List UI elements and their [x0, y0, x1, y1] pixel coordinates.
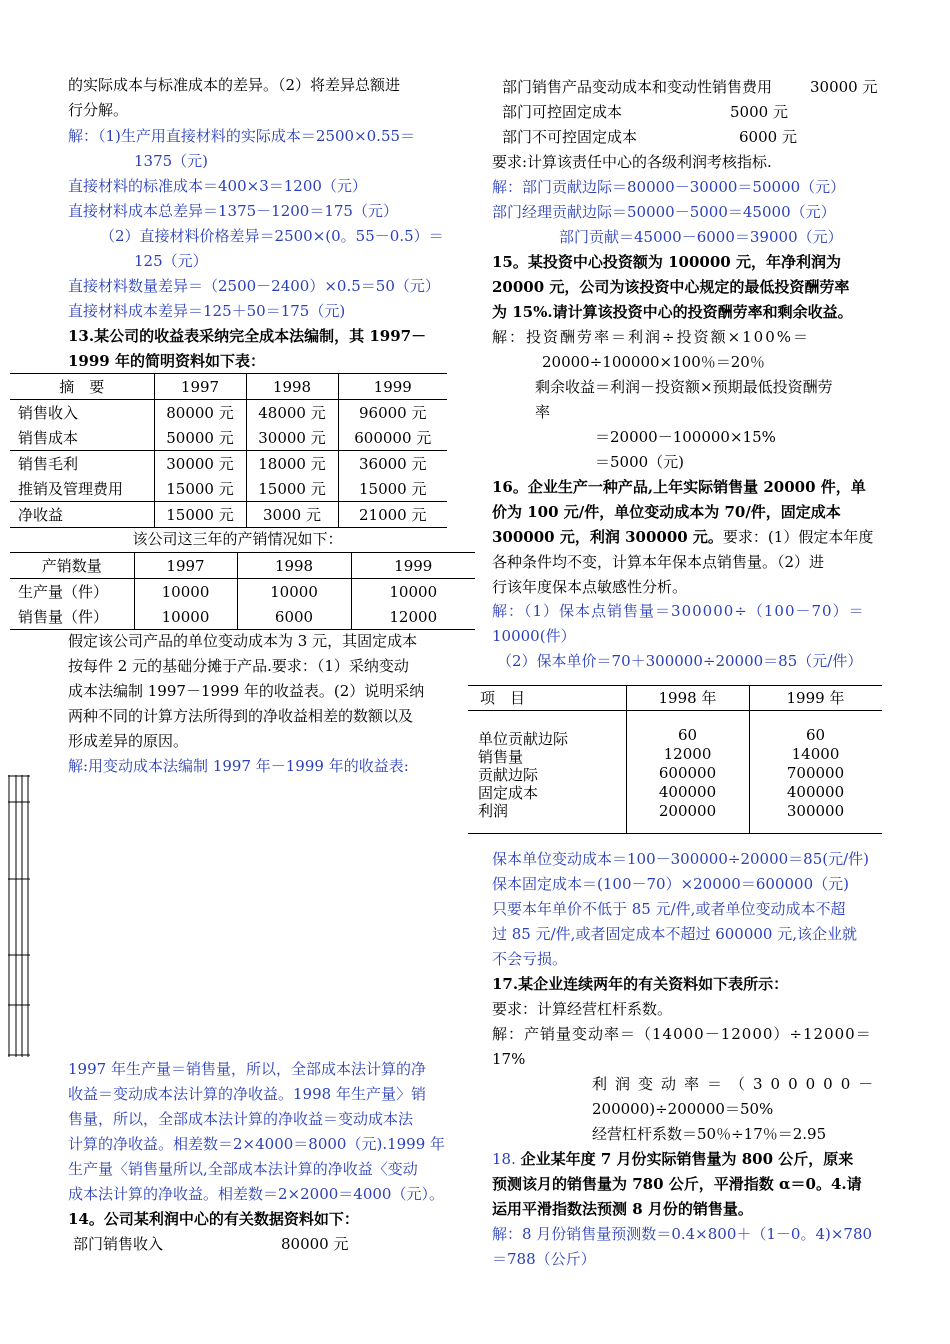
table-header: 1997: [154, 374, 246, 400]
question-15: 15。某投资中心投资额为 100000 元，年净利润为: [492, 253, 841, 271]
solution-line: 解：8 月份销售量预测数＝0.4×800＋（1－0。4)×780: [492, 1225, 873, 1243]
table-cell: 销售毛利: [18, 455, 79, 473]
table-cell: 固定成本: [478, 784, 539, 802]
table-header: 1999: [338, 374, 447, 400]
table-cell: 30000 元: [154, 451, 246, 477]
solution-line: 保本单位变动成本＝100－300000÷20000＝85(元/件): [492, 850, 870, 868]
solution-line: 过 85 元/件,或者固定成本不超过 600000 元,该企业就: [492, 925, 858, 943]
table-cell: 10000: [134, 579, 237, 605]
solution-line: 直接材料数量差异＝（2500－2400）×0.5＝50（元）: [68, 277, 440, 295]
text-line: 形成差异的原因。: [68, 732, 189, 750]
solution-line: 收益＝变动成本法计算的净收益。1998 年生产量〉销: [68, 1085, 426, 1103]
text-line: 的实际成本与标准成本的差异。（2）将差异总额进: [68, 76, 401, 94]
table-label-column: [478, 730, 568, 820]
data-label: 部门销售产品变动成本和变动性销售费用: [502, 78, 773, 96]
table-cell: 15000 元: [154, 476, 246, 502]
question-18: 运用平滑指数法预测 8 月份的销售量。: [492, 1200, 753, 1218]
table-cell: 贡献边际: [478, 766, 539, 784]
text-line: 行分解。: [68, 101, 129, 119]
solution-line: 部门贡献＝45000－6000＝39000（元）: [559, 228, 843, 246]
sensitivity-table: [468, 685, 882, 834]
solution-line: 直接材料成本总差异＝1375－1200＝175（元）: [68, 202, 398, 220]
text-line: 利润变动率＝（300000－: [592, 1075, 882, 1093]
text-line: 200000)÷200000＝50%: [592, 1100, 774, 1118]
solution-line: 直接材料的标准成本＝400×3＝1200（元）: [68, 177, 367, 195]
question-14: 14。公司某利润中心的有关数据资料如下：: [68, 1210, 359, 1228]
table-cell: 36000 元: [338, 451, 447, 477]
table-cell: 200000: [658, 802, 717, 820]
data-label: 部门不可控固定成本: [502, 128, 638, 146]
table-cell: 10000: [351, 579, 475, 605]
table-cell: 销售成本: [18, 429, 79, 447]
table-cell: 单位贡献边际: [478, 730, 569, 748]
question-18: 预测该月的销售量为 780 公斤，平滑指数 α＝0。4.请: [492, 1175, 862, 1193]
table-cell: 销售收入: [18, 404, 79, 422]
text-line: 各种条件均不变，计算本年保本点销售量。（2）进: [492, 553, 825, 571]
table-cell: 48000 元: [246, 400, 338, 426]
table-cell: 10000: [237, 579, 351, 605]
table-cell: 6000: [237, 604, 351, 630]
solution-line: 1375（元): [134, 152, 209, 170]
table-cell: 12000: [663, 745, 712, 763]
table-1998-column: [626, 726, 749, 821]
question-13: 1999 年的简明资料如下表：: [68, 352, 265, 370]
solution-line: 10000(件）: [492, 627, 576, 645]
question-17: 17.某企业连续两年的有关资料如下表所示：: [492, 975, 789, 993]
table-cell: 12000: [351, 604, 475, 630]
data-value: 6000 元: [739, 128, 797, 146]
text-line: ＝20000－100000×15%: [595, 428, 776, 446]
table-header: 项 目: [480, 689, 526, 707]
table-cell: 15000 元: [338, 476, 447, 502]
table-header: 1999 年: [786, 689, 845, 707]
solution-line: 成本法计算的净收益。相差数＝2×2000＝4000（元）。: [68, 1185, 444, 1203]
table-header: 1998: [237, 553, 351, 579]
table-header: 1999: [351, 553, 475, 579]
text-line: 按每件 2 元的基础分摊于产品.要求：（1）采纳变动: [68, 657, 409, 675]
table-cell: 净收益: [18, 506, 64, 524]
solution-line: （2）直接材料价格差异＝2500×(0。55－0.5）＝: [100, 227, 444, 245]
table-cell: 96000 元: [338, 400, 447, 426]
text-line: 解：产销量变动率＝（14000－12000）÷12000＝: [492, 1025, 872, 1043]
data-value: 80000 元: [281, 1235, 349, 1253]
data-value: 30000 元: [810, 78, 878, 96]
question-16-text: 要求：(1）假定本年度: [722, 528, 874, 546]
text-line: 率: [535, 403, 551, 421]
solution-line: 计算的净收益。相差数＝2×4000＝8000（元).1999 年: [68, 1135, 446, 1153]
solution-line: 生产量〈销售量所以,全部成本法计算的净收益〈变动: [68, 1160, 418, 1178]
question-16: 价为 100 元/件，单位变动成本为 70/件，固定成本: [492, 503, 841, 521]
table-cell: 300000: [786, 802, 845, 820]
solution-line: 解:用变动成本法编制 1997 年－1999 年的收益表:: [68, 757, 409, 775]
text-line: 剩余收益＝利润－投资额×预期最低投资酬劳: [535, 378, 833, 396]
data-value: 5000 元: [730, 103, 788, 121]
text-line: 假定该公司产品的单位变动成本为 3 元，其固定成本: [68, 632, 418, 650]
question-16: 16。企业生产一种产品,上年实际销售量 20000 件，单: [492, 478, 866, 496]
table-cell: 生产量（件）: [18, 583, 109, 601]
table-cell: 销售量: [478, 748, 524, 766]
text-line: 要求:计算该责任中心的各级利润考核指标.: [492, 153, 772, 171]
solution-line: 解：（1）保本点销售量＝300000÷（100－70）＝: [492, 602, 865, 620]
table-header: 1997: [134, 553, 237, 579]
solution-line: 解：部门贡献边际＝80000－30000＝50000（元）: [492, 178, 846, 196]
table-header: 摘 要: [59, 378, 105, 396]
table-cell: 60: [677, 726, 698, 744]
table-cell: 销售量（件）: [18, 608, 109, 626]
table-header: 1998: [246, 374, 338, 400]
table-cell: 600000: [658, 764, 717, 782]
table-cell: 10000: [134, 604, 237, 630]
table-cell: 推销及管理费用: [18, 480, 124, 498]
question-18-number: 18.: [492, 1150, 516, 1168]
question-15: 20000 元，公司为该投资中心规定的最低投资酬劳率: [492, 278, 850, 296]
income-table: [10, 373, 447, 528]
solution-line: 售量，所以，全部成本法计算的净收益＝变动成本法: [68, 1110, 414, 1128]
question-13: 13.某公司的收益表采纳完全成本法编制，其 1997－: [68, 327, 427, 345]
table-header: 产销数量: [41, 557, 102, 575]
text-line: 20000÷100000×100％＝20％: [542, 353, 765, 371]
text-line: ＝5000（元): [595, 453, 685, 471]
question-16: 300000 元，利润 300000 元。: [492, 528, 723, 546]
table-cell: 15000 元: [246, 476, 338, 502]
data-label: 部门销售收入: [73, 1235, 164, 1253]
table-border-remnant: [8, 775, 32, 1057]
table-cell: 80000 元: [154, 400, 246, 426]
table-cell: 18000 元: [246, 451, 338, 477]
table-cell: 700000: [786, 764, 845, 782]
solution-line: 保本固定成本＝(100－70）×20000＝600000（元): [492, 875, 849, 893]
text-line: 经营杠杆系数＝50％÷17％＝2.95: [592, 1125, 827, 1143]
solution-line: （2）保本单价＝70＋300000÷20000＝85（元/件）: [497, 652, 863, 670]
text-line: 17%: [492, 1050, 526, 1068]
table-cell: 400000: [658, 783, 717, 801]
text-line: 解：投资酬劳率＝利润÷投资额×100%＝: [492, 328, 811, 346]
solution-line: 不会亏损。: [492, 950, 568, 968]
solution-line: ＝788（公斤）: [492, 1250, 596, 1268]
text-line: 要求：计算经营杠杆系数。: [492, 1000, 673, 1018]
text-line: 行该年度保本点敏感性分析。: [492, 578, 688, 596]
table-caption: 该公司这三年的产销情况如下：: [132, 530, 343, 548]
solution-line: 直接材料成本差异＝125＋50＝175（元): [68, 302, 346, 320]
solution-line: 1997 年生产量＝销售量，所以，全部成本法计算的净: [68, 1060, 426, 1078]
question-15: 为 15%.请计算该投资中心的投资酬劳率和剩余收益。: [492, 303, 853, 321]
solution-line: 部门经理贡献边际＝50000－5000＝45000（元）: [492, 203, 836, 221]
table-cell: 15000 元: [154, 502, 246, 528]
table-cell: 50000 元: [154, 425, 246, 451]
data-label: 部门可控固定成本: [502, 103, 623, 121]
table-cell: 60: [805, 726, 826, 744]
table-cell: 14000: [791, 745, 840, 763]
text-line: 两种不同的计算方法所得到的净收益相差的数额以及: [68, 707, 414, 725]
table-cell: 30000 元: [246, 425, 338, 451]
solution-line: 只要本年单价不低于 85 元/件,或者单位变动成本不超: [492, 900, 846, 918]
table-cell: 利润: [478, 802, 509, 820]
table-cell: 600000 元: [338, 425, 447, 451]
production-table: [10, 552, 475, 630]
solution-line: 解：（1)生产用直接材料的实际成本＝2500×0.55＝: [68, 127, 416, 145]
question-18: 企业某年度 7 月份实际销售量为 800 公斤，原来: [520, 1150, 854, 1168]
table-header: 1998 年: [658, 689, 717, 707]
table-cell: 400000: [786, 783, 845, 801]
text-line: 成本法编制 1997－1999 年的收益表。(2）说明采纳: [68, 682, 425, 700]
table-cell: 21000 元: [338, 502, 447, 528]
solution-line: 125（元）: [134, 252, 208, 270]
table-1999-column: [749, 726, 882, 821]
table-cell: 3000 元: [246, 502, 338, 528]
